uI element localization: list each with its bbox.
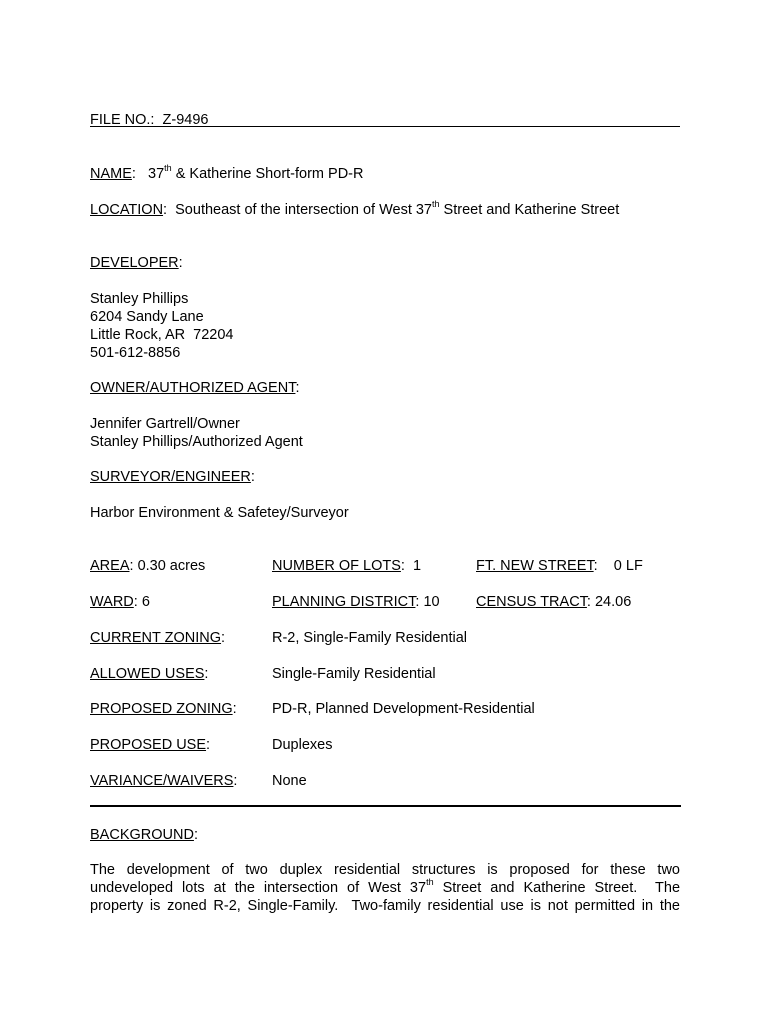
developer-line: 501-612-8856: [90, 345, 181, 361]
planning-district-label: PLANNING DISTRICT: [272, 594, 416, 610]
variance-label-cell: VARIANCE/WAIVERS:: [90, 773, 238, 789]
proposed-use-label: PROPOSED USE: [90, 737, 207, 753]
proposed-zoning-label: PROPOSED ZONING: [90, 701, 233, 717]
developer-heading: DEVELOPER:: [90, 255, 183, 271]
lots-label: NUMBER OF LOTS: [272, 558, 401, 574]
new-street-value: 0 LF: [613, 558, 643, 574]
background-line2-sup: th: [426, 877, 434, 888]
allowed-uses-label: ALLOWED USES: [90, 666, 205, 682]
background-label: BACKGROUND: [90, 827, 194, 843]
owner-heading: OWNER/AUTHORIZED AGENT:: [90, 380, 300, 396]
file-number-value: Z-9496: [162, 112, 209, 128]
file-number-underline: [90, 126, 680, 127]
proposed-zoning-label-cell: PROPOSED ZONING:: [90, 701, 237, 717]
owner-info: [90, 415, 303, 451]
project-location: LOCATION: Southeast of the intersection of West 37th Street and Katherine Street: [90, 199, 620, 218]
section-divider: [90, 805, 681, 807]
allowed-uses-label-cell: ALLOWED USES:: [90, 666, 209, 682]
current-zoning-value: R-2, Single-Family Residential: [272, 630, 468, 646]
name-value-post: & Katherine Short-form PD-R: [171, 166, 364, 182]
background-line2-pre: undeveloped lots at the intersection of West 37: [90, 880, 427, 896]
current-zoning-label-cell: CURRENT ZONING:: [90, 630, 226, 646]
proposed-use-label-cell: PROPOSED USE:: [90, 737, 211, 753]
lots-field: NUMBER OF LOTS: 1: [272, 558, 422, 574]
census-tract-value: 24.06: [594, 594, 632, 610]
area-label: AREA: [90, 558, 130, 574]
lots-value: 1: [413, 558, 422, 574]
variance-value: None: [272, 773, 307, 789]
planning-district-value: 10: [423, 594, 440, 610]
background-line2-post: Street and Katherine Street. The: [433, 880, 681, 896]
owner-label: OWNER/AUTHORIZED AGENT: [90, 380, 296, 396]
owner-line: Stanley Phillips/Authorized Agent: [90, 434, 303, 450]
current-zoning-label: CURRENT ZONING: [90, 630, 222, 646]
proposed-use-value: Duplexes: [272, 737, 333, 753]
developer-line: Little Rock, AR 72204: [90, 327, 234, 343]
ward-label: WARD: [90, 594, 134, 610]
name-value-pre: 37: [148, 166, 165, 182]
name-label: NAME: [90, 166, 132, 182]
location-label: LOCATION: [90, 202, 164, 218]
owner-line: Jennifer Gartrell/Owner: [90, 416, 240, 432]
developer-label: DEVELOPER: [90, 255, 179, 271]
location-value-post: Street and Katherine Street: [439, 202, 620, 218]
name-value-sup: th: [164, 163, 172, 174]
surveyor-heading: SURVEYOR/ENGINEER:: [90, 469, 255, 485]
background-heading: BACKGROUND:: [90, 827, 198, 843]
background-line: [90, 879, 680, 897]
ward-value: 6: [141, 594, 150, 610]
census-tract-label: CENSUS TRACT: [476, 594, 587, 610]
location-value-sup: th: [432, 199, 440, 210]
surveyor-info: [90, 504, 349, 522]
ward-field: WARD: 6: [90, 594, 150, 610]
background-paragraph: [90, 861, 680, 915]
location-value-pre: Southeast of the intersection of West 37: [175, 202, 432, 218]
surveyor-line: Harbor Environment & Safetey/Surveyor: [90, 505, 349, 521]
developer-info: [90, 290, 233, 362]
new-street-label: FT. NEW STREET: [476, 558, 594, 574]
project-name: NAME: 37th & Katherine Short-form PD-R: [90, 163, 364, 182]
developer-line: Stanley Phillips: [90, 291, 189, 307]
variance-label: VARIANCE/WAIVERS: [90, 773, 234, 789]
new-street-field: FT. NEW STREET: 0 LF: [476, 558, 643, 574]
background-line: property is zoned R-2, Single-Family. Two-family residential use is not permitted in the: [90, 898, 680, 914]
census-tract-field: CENSUS TRACT: 24.06: [476, 594, 632, 610]
background-line: The development of two duplex residential structures is proposed for these two: [90, 862, 680, 878]
planning-district-field: PLANNING DISTRICT: 10: [272, 594, 440, 610]
allowed-uses-value: Single-Family Residential: [272, 666, 436, 682]
developer-line: 6204 Sandy Lane: [90, 309, 204, 325]
area-value: 0.30 acres: [137, 558, 206, 574]
proposed-zoning-value: PD-R, Planned Development-Residential: [272, 701, 535, 717]
file-number-label: FILE NO.:: [90, 112, 155, 128]
surveyor-label: SURVEYOR/ENGINEER: [90, 469, 251, 485]
area-field: AREA: 0.30 acres: [90, 558, 206, 574]
